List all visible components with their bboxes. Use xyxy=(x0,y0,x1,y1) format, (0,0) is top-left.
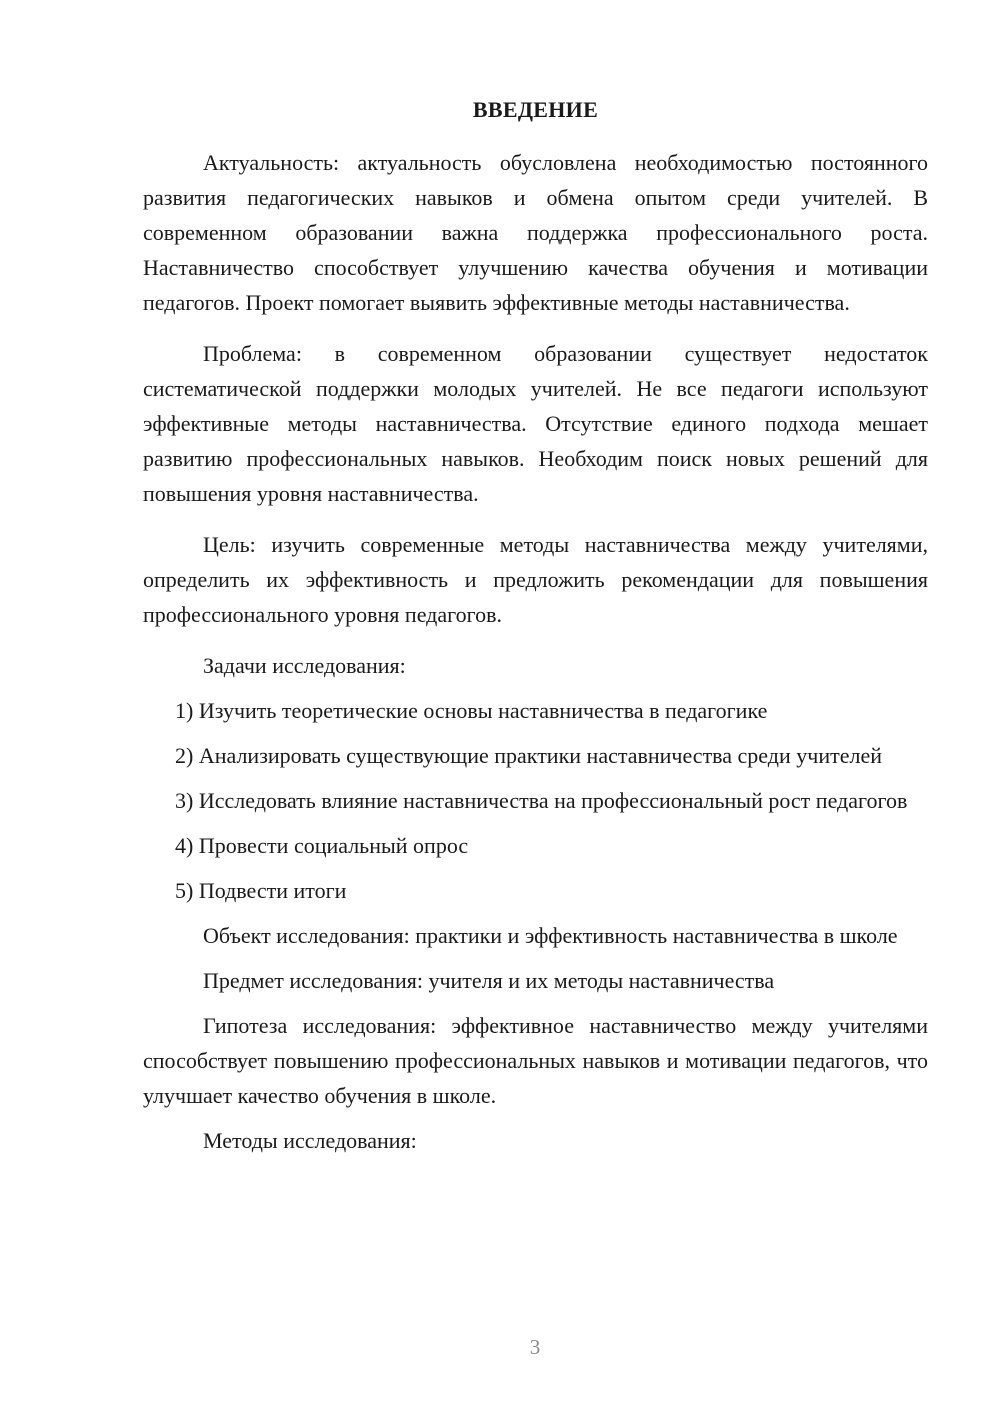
subject-paragraph: Предмет исследования: учителя и их методы наставничества xyxy=(203,968,775,993)
page-title: ВВЕДЕНИЕ xyxy=(472,97,599,122)
list-item: 4) Провести социальный опрос xyxy=(175,833,469,858)
object-paragraph: Объект исследования: практики и эффективность наставничества в школе xyxy=(203,923,898,948)
page-number: 3 xyxy=(529,1335,541,1359)
list-item: 5) Подвести итоги xyxy=(175,878,347,903)
methods-heading: Методы исследования: xyxy=(203,1128,417,1153)
list-item: 1) Изучить теоретические основы наставничества в педагогике xyxy=(175,698,768,723)
list-item: 2) Анализировать существующие практики наставничества среди учителей xyxy=(175,743,882,768)
hypothesis-paragraph: Гипотеза исследования: эффективное наставничество между учителями способствует повышению профессиональных навыков и мотивации педагогов, что улучшает качество обучения в школе. xyxy=(143,1013,928,1108)
goal-paragraph: Цель: изучить современные методы наставничества между учителями, определить их эффективность и предложить рекомендации для повышения профессионального уровня педагогов. xyxy=(143,532,928,627)
relevance-paragraph: Актуальность: актуальность обусловлена необходимостью постоянного развития педагогических навыков и обмена опытом среди учителей. В современном образовании важна поддержка профессионального роста. Наставничество способствует улучшению качества обучения и мотивации педагогов. Проект помогает выявить эффективные методы наставничества. xyxy=(143,150,928,315)
tasks-heading: Задачи исследования: xyxy=(203,653,406,678)
problem-paragraph: Проблема: в современном образовании существует недостаток систематической поддержки молодых учителей. Не все педагоги используют эффективные методы наставничества. Отсутствие единого подхода мешает развитию профессиональных навыков. Необходим поиск новых решений для повышения уровня наставничества. xyxy=(143,341,928,506)
tasks-list xyxy=(143,693,928,908)
page-content xyxy=(143,95,928,1168)
list-item: 3) Исследовать влияние наставничества на профессиональный рост педагогов xyxy=(175,788,908,813)
